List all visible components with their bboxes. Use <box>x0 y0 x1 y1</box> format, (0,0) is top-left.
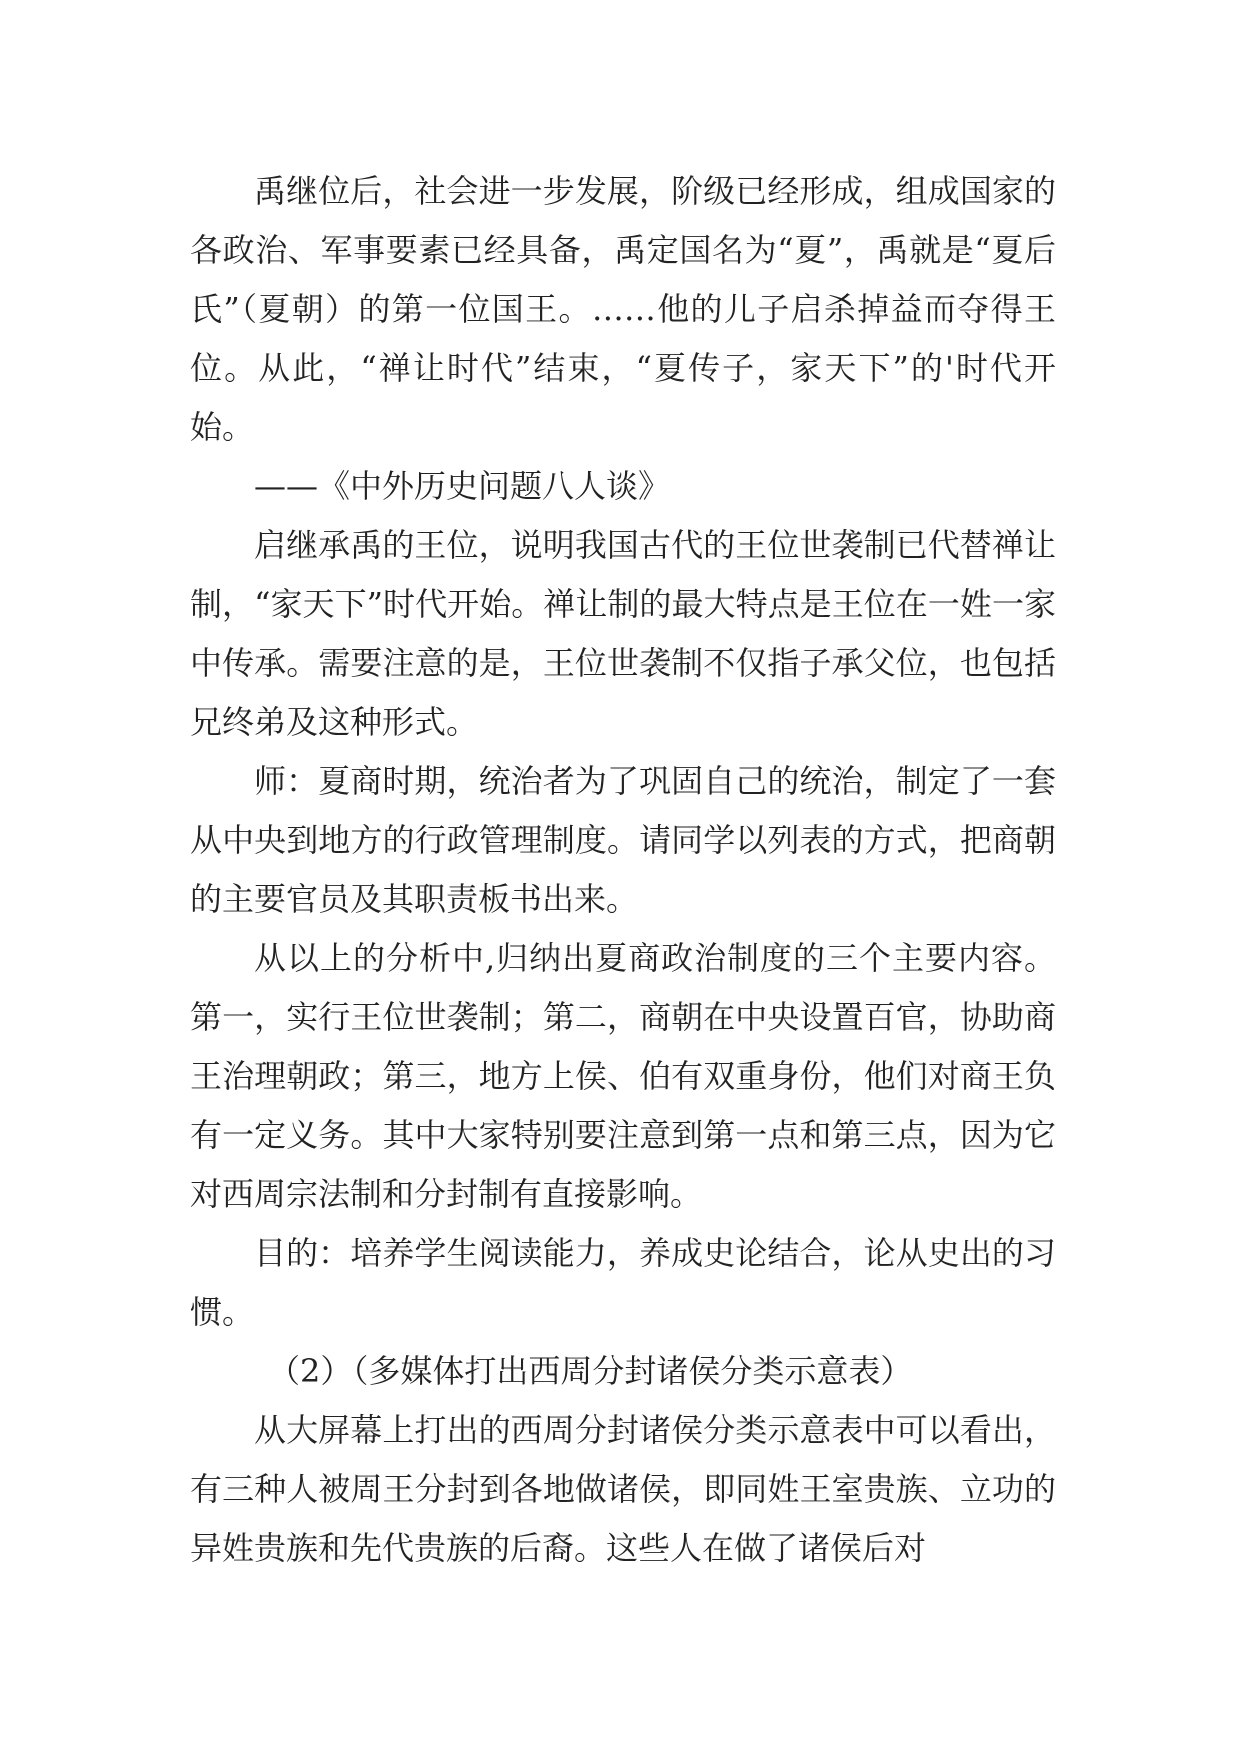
paragraph-teacher-prompt: 师：夏商时期，统治者为了巩固自己的统治，制定了一套从中央到地方的行政管理制度。请同学以列表的方式，把商朝的主要官员及其职责板书出来。 <box>190 762 1056 918</box>
paragraph-multimedia-note: （2）（多媒体打出西周分封诸侯分类示意表） <box>268 1352 913 1390</box>
source-citation: ——《中外历史问题八人谈》 <box>254 467 671 505</box>
paragraph-summary: 从以上的分析中,归纳出夏商政治制度的三个主要内容。第一，实行王位世袭制；第二，商朝在中央设置百官，协助商王治理朝政；第三，地方上侯、伯有双重身份，他们对商王负有一定义务。其中大家特别要注意到第一点和第三点，因为它对西周宗法制和分封制有直接影响。 <box>190 939 1056 1213</box>
paragraph-hereditary-system: 启继承禹的王位，说明我国古代的王位世袭制已代替禅让制，“家天下”时代开始。禅让制的最大特点是王位在一姓一家中传承。需要注意的是，王位世袭制不仅指子承父位，也包括兄终弟及这种形式。 <box>190 526 1056 741</box>
paragraph-enfeoffment: 从大屏幕上打出的西周分封诸侯分类示意表中可以看出，有三种人被周王分封到各地做诸侯，即同姓王室贵族、立功的异姓贵族和先代贵族的后裔。这些人在做了诸侯后对 <box>190 1411 1056 1567</box>
document-page <box>190 162 1056 1578</box>
paragraph-purpose: 目的：培养学生阅读能力，养成史论结合，论从史出的习惯。 <box>190 1234 1056 1331</box>
paragraph-yu-succession: 禹继位后，社会进一步发展，阶级已经形成，组成国家的各政治、军事要素已经具备，禹定国名为“夏”，禹就是“夏后氏”（夏朝）的第一位国王。……他的儿子启杀掉益而夺得王位。从此，“禅让时代”结束，“夏传子，家天下”的'时代开始。 <box>190 172 1056 446</box>
